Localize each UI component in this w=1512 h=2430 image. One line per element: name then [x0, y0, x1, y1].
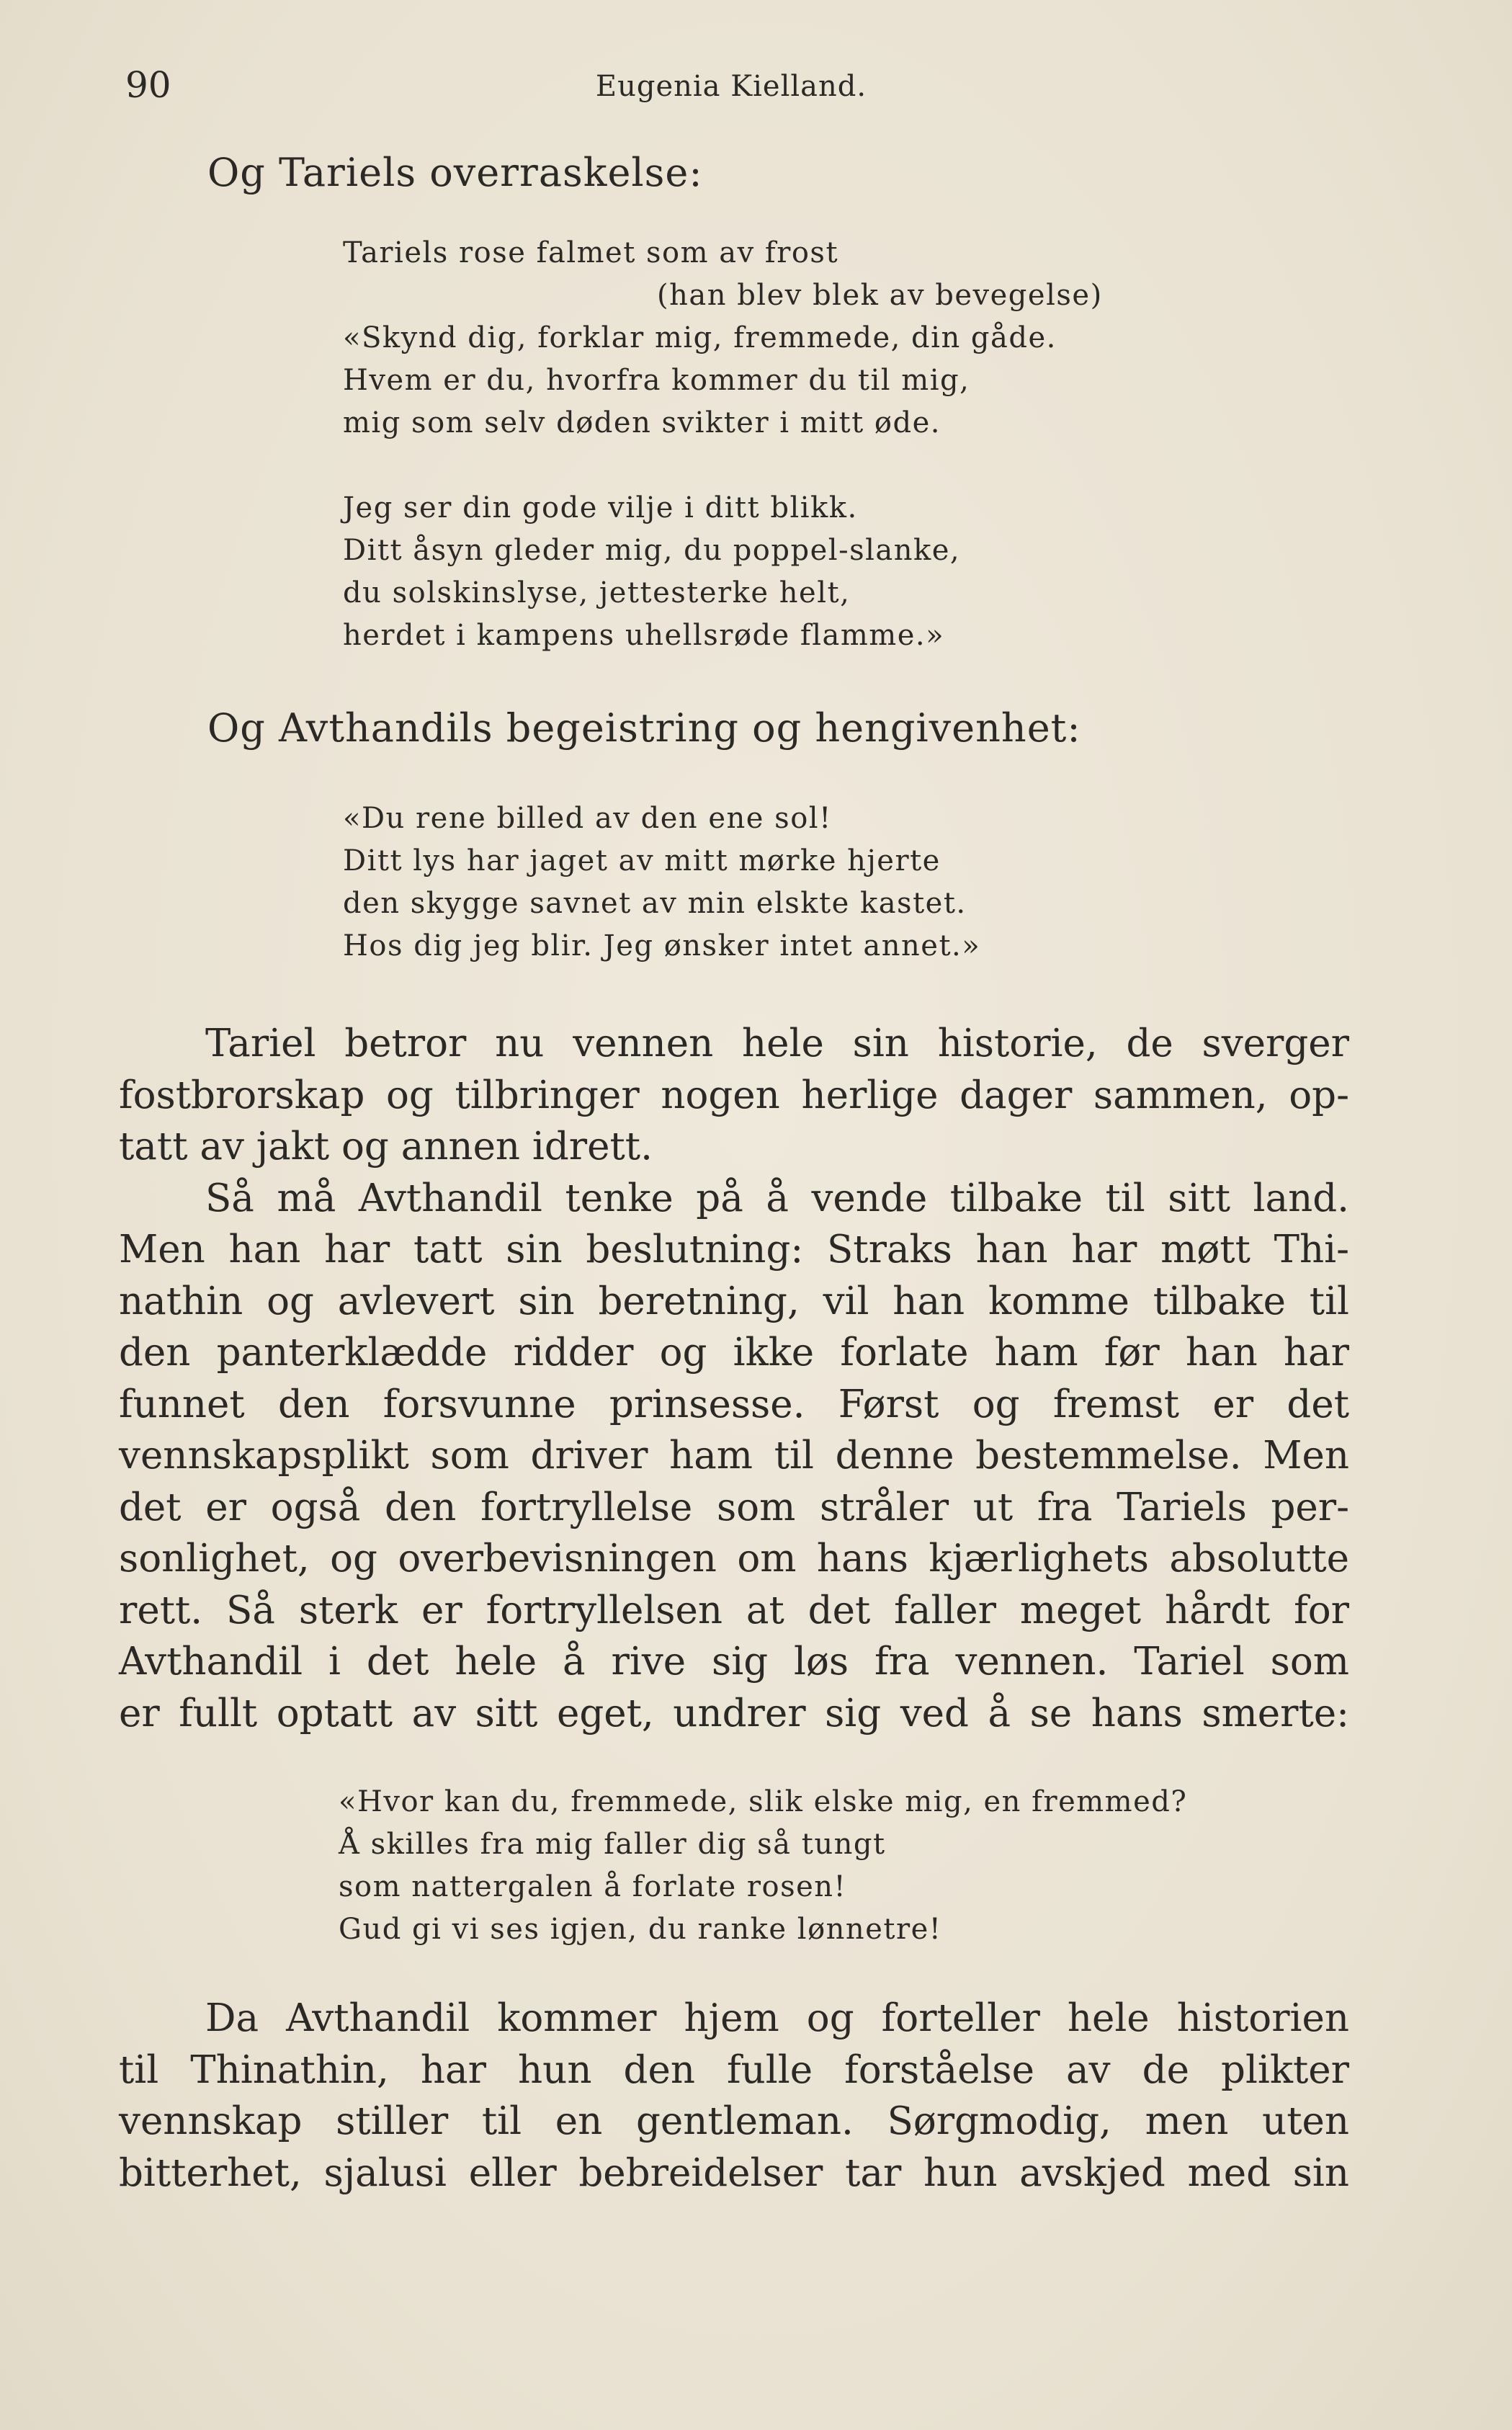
page-header [115, 63, 1347, 114]
verse-line: Å skilles fra mig faller dig så tungt [339, 1828, 886, 1861]
verse-block-tariel [343, 232, 1103, 657]
verse-line: du solskinslyse, jettesterke helt, [343, 576, 851, 609]
prose-line: funnet den forsvunne prinsesse. Først og fremst er det [119, 1382, 1349, 1426]
prose-line: sonlighet, og overbevisningen om hans kjærlighets absolutte [119, 1537, 1349, 1581]
verse-line: Jeg ser din gode vilje i ditt blikk. [343, 491, 858, 524]
prose-block-1 [119, 1018, 1349, 1739]
verse-line: Ditt åsyn gleder mig, du poppel-slanke, [343, 534, 961, 567]
verse-line: den skygge savnet av min elskte kastet. [343, 887, 967, 920]
verse-line: «Hvor kan du, fremmede, slik elske mig, en fremmed? [339, 1785, 1188, 1818]
prose-block-2 [119, 1993, 1349, 2199]
prose-line: tatt av jakt og annen idrett. [119, 1125, 653, 1169]
verse-line: Hos dig jeg blir. Jeg ønsker intet annet.» [343, 929, 981, 962]
prose-line: fostbrorskap og tilbringer nogen herlige dager sammen, op- [119, 1073, 1349, 1117]
prose-line: den panterklædde ridder og ikke forlate ham før han har [119, 1331, 1349, 1375]
prose-line: er fullt optatt av sitt eget, undrer sig ved å se hans smerte: [119, 1691, 1349, 1736]
verse-intro-avthandil: Og Avthandils begeistring og hengivenhet: [207, 705, 1081, 751]
verse-line: Tariels rose falmet som av frost [343, 236, 839, 269]
prose-line: Så må Avthandil tenke på å vende tilbake til sitt land. [205, 1176, 1349, 1220]
verse-line: «Du rene billed av den ene sol! [343, 802, 832, 835]
verse-intro-tariel: Og Tariels overraskelse: [207, 150, 703, 195]
verse-line: «Skynd dig, forklar mig, fremmede, din gåde. [343, 321, 1057, 354]
running-head: Eugenia Kielland. [595, 70, 867, 103]
prose-line: rett. Så sterk er fortryllelsen at det faller meget hårdt for [119, 1588, 1349, 1632]
prose-line: vennskap stiller til en gentleman. Sørgmodig, men uten [119, 2099, 1349, 2143]
verse-line: herdet i kampens uhellsrøde flamme.» [343, 619, 945, 652]
page-number: 90 [125, 64, 171, 106]
verse-line: Gud gi vi ses igjen, du ranke lønnetre! [339, 1913, 942, 1946]
verse-block-avthandil [343, 798, 980, 968]
verse-block-tariel-farewell [339, 1781, 1187, 1951]
prose-line: vennskapsplikt som driver ham til denne bestemmelse. Men [119, 1434, 1349, 1478]
prose-line: Tariel betror nu vennen hele sin historie, de sverger [205, 1022, 1349, 1066]
prose-line: Da Avthandil kommer hjem og forteller hele historien [205, 1996, 1349, 2040]
stanza-break [343, 445, 1103, 487]
verse-line: Ditt lys har jaget av mitt mørke hjerte [343, 844, 941, 877]
verse-line: Hvem er du, hvorfra kommer du til mig, [343, 364, 970, 397]
verse-line: som nattergalen å forlate rosen! [339, 1870, 847, 1903]
verse-line: (han blev blek av bevegelse) [657, 279, 1103, 312]
prose-line: det er også den fortryllelse som stråler ut fra Tariels per- [119, 1485, 1349, 1529]
prose-line: Men han har tatt sin beslutning: Straks han har møtt Thi- [119, 1228, 1349, 1272]
verse-line: mig som selv døden svikter i mitt øde. [343, 406, 941, 439]
prose-line: bitterhet, sjalusi eller bebreidelser tar hun avskjed med sin [119, 2150, 1349, 2195]
prose-line: nathin og avlevert sin beretning, vil han komme tilbake til [119, 1279, 1349, 1323]
prose-line: til Thinathin, har hun den fulle forståelse av de plikter [119, 2047, 1349, 2092]
prose-line: Avthandil i det hele å rive sig løs fra vennen. Tariel som [119, 1640, 1349, 1684]
